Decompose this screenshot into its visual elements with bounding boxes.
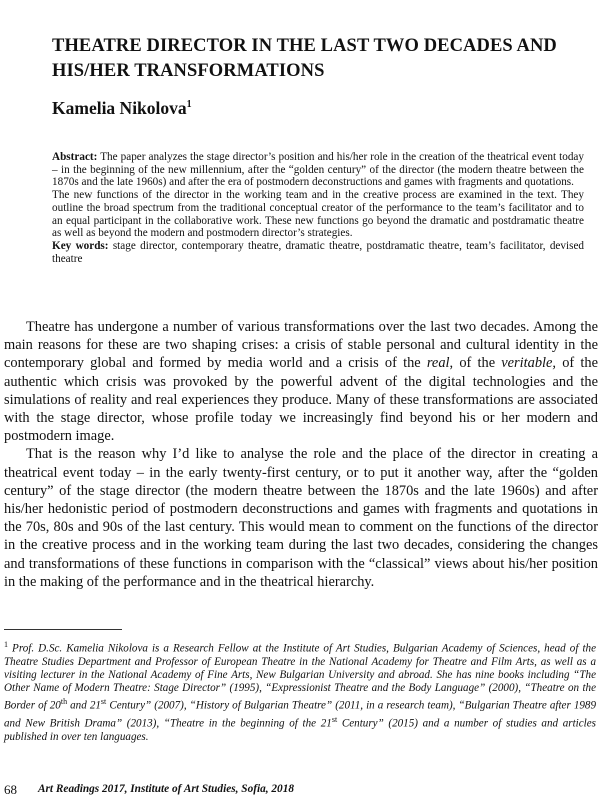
- keywords-line: [52, 240, 584, 265]
- author-name-text: Kamelia Nikolova: [52, 98, 187, 118]
- footnote-text-b: and 21: [67, 699, 101, 712]
- keywords-text: stage director, contemporary theatre, dramatic theatre, postdramatic theatre, team’s facilitator, devised theatre: [52, 239, 585, 265]
- footnote-sup-st-1: st: [100, 697, 107, 707]
- body-p1-part-c: of the authentic which crisis was provoked by the powerful advent of the digital technologies and the simulations of reality and real experiences they produce. Many of these transformations are associated with the stage director, whose profile today we increasingly find beyond his or her modern and postmodern image.: [4, 355, 598, 445]
- body-paragraph-2: That is the reason why I’d like to analyse the role and the place of the director in creating a theatrical event today – in the early twenty-first century, or to put it another way, after the “golden century” of the stage director (the modern theatre between the 1870s and the late 1960s) and after his/her hedonistic period of postmodern deconstructions and games with fragments and quotations in the 70s, 80s and 90s of the last century. This would mean to comment on the functions of the director in the creative process and in the working team during the last two decades, considering the changes and transformations of these functions in comparison with the “classical” views about his/her position in the making of the performance and in the theatrical hierarchy.: [4, 446, 598, 590]
- body-p1-part-a: Theatre has undergone a number of various transformations over the last two decades. Among the main reasons for these are two shaping crises: a crisis of stable personal and cultural identity in the contemporary global and formed by media world and a crisis of the: [4, 319, 598, 372]
- footnote-separator: [4, 629, 122, 630]
- body-p1-real: real: [426, 355, 450, 372]
- abstract-label: Abstract:: [52, 151, 98, 163]
- author-name: [52, 98, 192, 119]
- body-text: [4, 318, 598, 591]
- footnote-sup-th: th: [60, 697, 68, 707]
- abstract-paragraph-1: [52, 151, 584, 189]
- paper-title: THEATRE DIRECTOR IN THE LAST TWO DECADES AND HIS/HER TRANSFORMATIONS: [52, 36, 557, 81]
- body-paragraph-1: [4, 318, 598, 445]
- footnote-text-c: Century” (2007), “History of Bulgarian Theatre” (2011, in a research team), “Bulgarian Theatre after 1989 and New British Drama” (2013), “Theatre in the beginning of the 21: [4, 699, 597, 730]
- footnote-mark: 1: [4, 640, 8, 649]
- abstract-block: [52, 151, 584, 265]
- running-footer: Art Readings 2017, Institute of Art Studies, Sofia, 2018: [38, 783, 295, 795]
- footnote-text-d: Century” (2015) and a number of studies and articles published in over ten languages.: [4, 717, 596, 743]
- abstract-text-1: The paper analyzes the stage director’s position and his/her role in the creation of the theatrical event today – in the beginning of the new millennium, after the “golden century” of the director (the modern theatre between the 1870s and the late 1960s) and after the era of postmodern deconstructions and games with fragments and quotations.: [52, 151, 584, 189]
- author-footnote-mark: 1: [186, 99, 192, 111]
- abstract-paragraph-2: The new functions of the director in the working team and in the creative process are examined in the text. They outline the broad spectrum from the traditional conceptual creator of the performance to the team’s facilitator and to an equal participant in the collaborative work. These new functions go beyond the dramatic and postdramatic theatre as well as beyond the modern and postmodern director’s strategies.: [52, 189, 584, 240]
- body-p1-veritable: veritable,: [501, 355, 557, 372]
- body-p1-part-b: , of the: [449, 355, 502, 372]
- page-number: 68: [4, 782, 17, 797]
- footnote: [4, 638, 596, 744]
- footnote-sup-st-2: st: [331, 714, 338, 724]
- keywords-label: Key words:: [52, 239, 109, 252]
- footnote-text-a: Prof. D.Sc. Kamelia Nikolova is a Research Fellow at the Institute of Art Studies, Bulgarian Academy of Sciences, head of the Theatre Studies Department and Professor of European Theatre in the National Academy for Theatre and Film Arts, as well as a visiting lecturer in the National Academy of Fine Arts, New Bulgarian University and abroad. She has nine books including “The Other Name of Modern Theatre: Stage Director” (1995), “Expressionist Theatre and the Body Language” (2000), “Theatre on the Border of 20: [4, 642, 596, 712]
